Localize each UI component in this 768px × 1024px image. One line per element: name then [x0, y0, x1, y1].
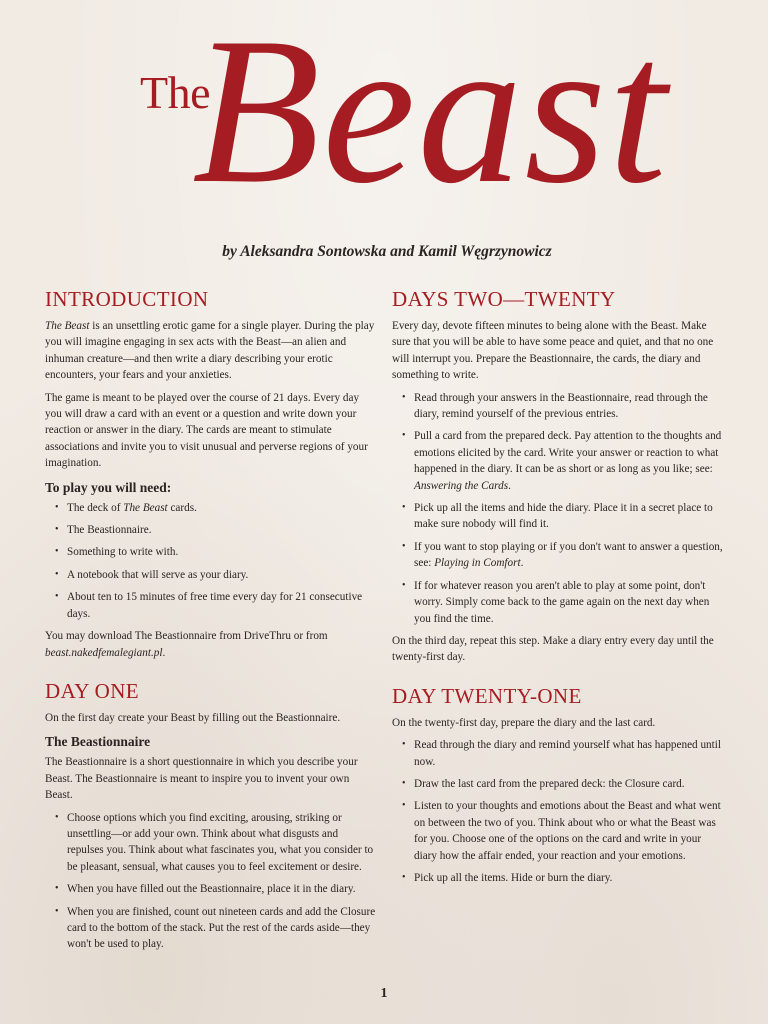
day-twenty-one-paragraph: On the twenty-first day, prepare the diary and the last card.	[392, 716, 656, 729]
days-two-paragraph-1: Every day, devote fifteen minutes to being alone with the Beast. Make sure that you will be able to have some peace and quiet, and that no one will interrupt you. Prepare the Beastionnaire, the cards, the diary and something to write.	[392, 320, 714, 382]
list-item	[392, 428, 724, 494]
list-item	[45, 500, 377, 516]
download-link[interactable]: beast.nakedfemalegiant.pl	[45, 646, 163, 659]
need-heading: To play you will need:	[45, 479, 172, 495]
list-item	[392, 539, 724, 572]
days-two-twenty-heading: DAYS TWO—TWENTY	[392, 287, 616, 311]
item-text-end: .	[508, 479, 511, 492]
list-item: • When you have filled out the Beastionnaire, place it in the diary.	[45, 881, 377, 897]
download-text-end: .	[162, 646, 166, 659]
title-the: The	[140, 67, 211, 118]
title-beast: Beast	[192, 0, 669, 227]
item-section-ref: Playing in Comfort	[434, 557, 521, 570]
days-two-list	[392, 390, 724, 627]
list-item: • About ten to 15 minutes of free time every day for 21 consecutive days.	[45, 589, 377, 622]
left-column	[45, 287, 377, 959]
item-text: The deck of	[67, 501, 124, 514]
list-item: • Listen to your thoughts and emotions about the Beast and what went on between the two of you. Think about who or what the Beast was for you. Choose one of the options on the card and write in your diary how the affair ended, your reaction and your emotions.	[392, 798, 724, 864]
list-item: • Pick up all the items and hide the diary. Place it in a secret place to make sure nobody will find it.	[392, 500, 724, 533]
page-number: 1	[380, 986, 388, 1001]
beastionnaire-heading: The Beastionnaire	[45, 734, 151, 750]
day-one-section	[45, 679, 377, 953]
list-item: • If for whatever reason you aren't able to play at some point, don't worry. Simply come back to the game again on the next day when you find the time.	[392, 578, 724, 627]
list-item: • Read through your answers in the Beastionnaire, read through the diary, remind yourself of the previous entries.	[392, 390, 724, 423]
byline: by Aleksandra Sontowska and Kamil Węgrzynowicz	[222, 243, 552, 260]
item-text-end: .	[520, 557, 524, 570]
item-title-ref: The Beast	[123, 501, 168, 514]
day-twenty-one-section	[392, 684, 724, 887]
list-item: • When you are finished, count out nineteen cards and add the Closure card to the bottom of the stack. Put the rest of the cards aside—they won't be used to play.	[45, 904, 377, 953]
intro-paragraph-1-text: is an unsettling erotic game for a single player. During the play you will imagine engaging in sex acts with the Beast—an alien and inhuman creature—and then write a diary describing your erotic encounters, your fears and your anxieties.	[45, 320, 375, 382]
list-item: • Read through the diary and remind yourself what has happened until now.	[392, 737, 724, 770]
list-item: • Something to write with.	[45, 544, 377, 560]
need-list	[45, 500, 377, 622]
day-one-heading: DAY ONE	[45, 678, 139, 703]
intro-paragraph-1	[45, 318, 377, 384]
list-item: • Choose options which you find exciting, arousing, striking or unsettling—or add your own. Think about what disgusts and repulses you. Think about what fascinates you, what you consider to be pleasant, sensual, what causes you to feel excitement or desire.	[45, 810, 377, 876]
introduction-section	[45, 287, 377, 661]
game-title-ref: The Beast	[45, 320, 90, 332]
right-column	[392, 287, 724, 892]
list-item: • The Beastionnaire.	[45, 522, 377, 538]
intro-paragraph-2: The game is meant to be played over the course of 21 days. Every day you will draw a card with an event or a question and write down your reaction or answer in the diary. The cards are meant to stimulate associations and invite you to visit unusual and perverse regions of your imagination.	[45, 391, 368, 470]
day-one-list	[45, 810, 377, 953]
day-one-paragraph-1: On the first day create your Beast by filling out the Beastionnaire.	[45, 711, 341, 724]
item-text: If you want to stop playing or if you don't want to answer a question, see:	[414, 540, 723, 570]
list-item: • Pick up all the items. Hide or burn the diary.	[392, 870, 724, 886]
days-two-twenty-section	[392, 287, 724, 666]
list-item: • A notebook that will serve as your diary.	[45, 567, 377, 583]
days-two-paragraph-2: On the third day, repeat this step. Make a diary entry every day until the twenty-first day.	[392, 634, 714, 664]
item-text: Pull a card from the prepared deck. Pay attention to the thoughts and emotions elicited by the card. Write your answer or reaction to what happened in the diary. It can be as short or as long as you like; see:	[414, 430, 722, 476]
day-twenty-one-list	[392, 737, 724, 886]
list-item: • Draw the last card from the prepared deck: the Closure card.	[392, 776, 724, 792]
day-twenty-one-heading: DAY TWENTY-ONE	[392, 683, 582, 708]
day-one-paragraph-2: The Beastionnaire is a short questionnaire in which you describe your Beast. The Beastionnaire is meant to inspire you to invent your own Beast.	[45, 756, 358, 802]
item-text-end: cards.	[167, 501, 197, 514]
download-text: You may download The Beastionnaire from DriveThru or from	[45, 630, 328, 643]
download-paragraph	[45, 628, 377, 661]
introduction-heading: INTRODUCTION	[45, 287, 209, 311]
item-section-ref: Answering the Cards	[414, 479, 509, 492]
